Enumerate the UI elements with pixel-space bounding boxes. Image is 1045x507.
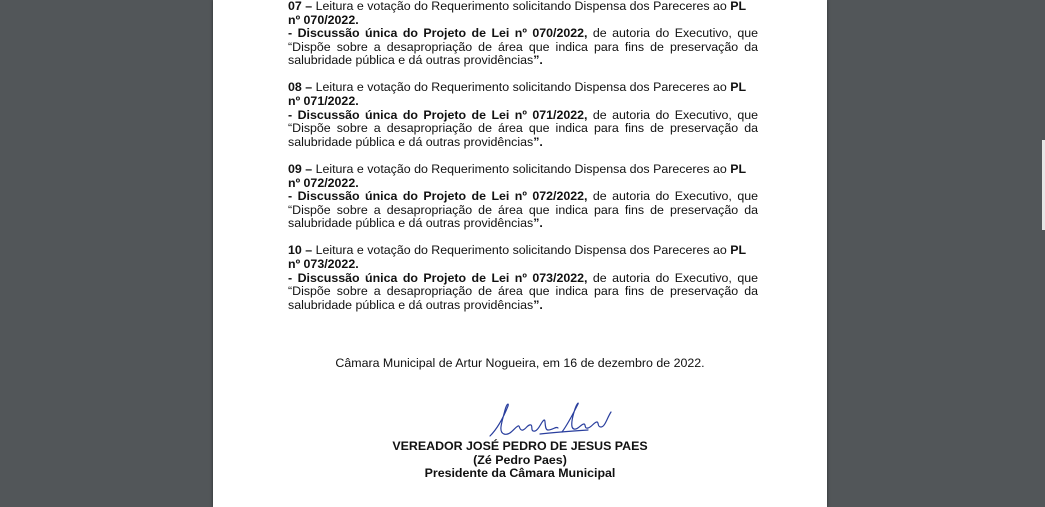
discussion-title: - Discussão única do Projeto de Lei nº 072/2022, — [288, 189, 588, 204]
closing-quote: ”. — [533, 134, 543, 149]
reading-paragraph — [288, 0, 758, 27]
reading-paragraph — [288, 244, 758, 271]
item-number: 10 – — [288, 243, 313, 258]
reading-text: Leitura e votação do Requerimento solicitando Dispensa dos Pareceres ao — [312, 161, 731, 176]
pl-reference: PL nº 070/2022. — [288, 0, 746, 27]
reading-text: Leitura e votação do Requerimento solicitando Dispensa dos Pareceres ao — [312, 80, 731, 95]
document-page — [213, 0, 827, 507]
agenda-item — [288, 244, 758, 312]
discussion-title: - Discussão única do Projeto de Lei nº 073/2022, — [288, 270, 588, 285]
scrollbar-track[interactable] — [1041, 0, 1045, 507]
signer-block — [213, 440, 827, 481]
discussion-text: de autoria do Executivo, que “Dispõe sobre a desapropriação de área que indica para fins de preservação da salubridade pública e dá outras providências — [288, 189, 758, 231]
discussion-paragraph — [288, 190, 758, 231]
pl-reference: PL nº 071/2022. — [288, 80, 746, 109]
reading-paragraph — [288, 81, 758, 108]
reading-text: Leitura e votação do Requerimento solicitando Dispensa dos Pareceres ao — [312, 0, 731, 13]
discussion-paragraph — [288, 27, 758, 68]
discussion-text: de autoria do Executivo, que “Dispõe sobre a desapropriação de área que indica para fins de preservação da salubridade pública e dá outras providências — [288, 26, 758, 68]
signer-nickname: (Zé Pedro Paes) — [473, 452, 567, 467]
discussion-paragraph — [288, 272, 758, 313]
closing-quote: ”. — [533, 297, 543, 312]
agenda-item — [288, 0, 758, 68]
discussion-paragraph — [288, 109, 758, 150]
discussion-title: - Discussão única do Projeto de Lei nº 070/2022, — [288, 26, 588, 41]
closing-line: Câmara Municipal de Artur Nogueira, em 16 de dezembro de 2022. — [335, 356, 705, 370]
discussion-text: de autoria do Executivo, que “Dispõe sobre a desapropriação de área que indica para fins de preservação da salubridade pública e dá outras providências — [288, 270, 758, 312]
item-number: 07 – — [288, 0, 313, 13]
signer-name: VEREADOR JOSÉ PEDRO DE JESUS PAES — [392, 439, 648, 453]
signer-title: Presidente da Câmara Municipal — [424, 466, 616, 480]
item-number: 08 – — [288, 80, 313, 95]
agenda-item — [288, 81, 758, 149]
discussion-title: - Discussão única do Projeto de Lei nº 071/2022, — [288, 107, 588, 122]
pl-reference: PL nº 072/2022. — [288, 161, 746, 190]
closing-quote: ”. — [533, 216, 543, 231]
reading-paragraph — [288, 163, 758, 190]
discussion-text: de autoria do Executivo, que “Dispõe sobre a desapropriação de área que indica para fins de preservação da salubridade pública e dá outras providências — [288, 107, 758, 149]
pl-reference: PL nº 073/2022. — [288, 243, 746, 271]
agenda-items — [288, 0, 758, 312]
closing-quote: ”. — [533, 53, 543, 68]
agenda-item — [288, 163, 758, 231]
reading-text: Leitura e votação do Requerimento solicitando Dispensa dos Pareceres ao — [312, 243, 731, 258]
item-number: 09 – — [288, 161, 313, 176]
